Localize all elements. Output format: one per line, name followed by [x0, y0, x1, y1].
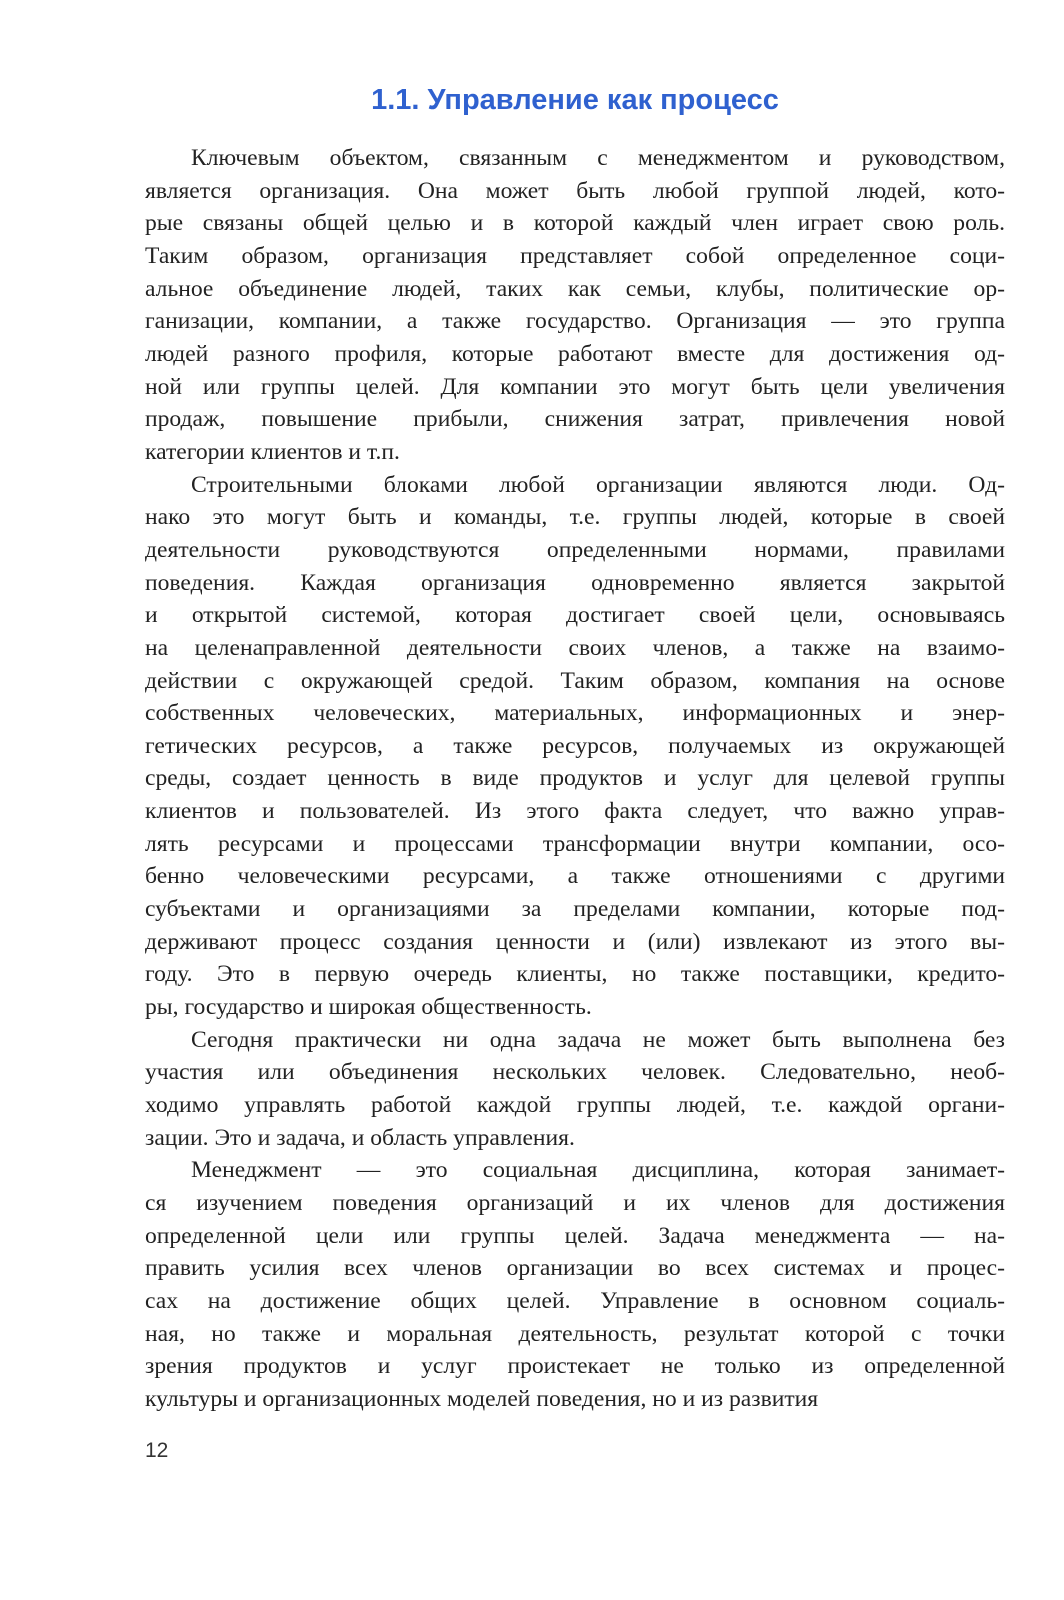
- text-line: среды, создает ценность в виде продуктов и услуг для целевой группы: [145, 765, 1005, 792]
- text-line: ганизации, компании, а также государство. Организация — это группа: [145, 308, 1005, 335]
- paragraph: [145, 469, 1005, 1024]
- text-line: ной или группы целей. Для компании это могут быть цели увеличения: [145, 373, 1005, 400]
- text-line: людей разного профиля, которые работают вместе для достижения од-: [145, 340, 1005, 367]
- text-line: Таким образом, организация представляет собой определенное соци-: [145, 242, 1005, 269]
- text-line: на целенаправленной деятельности своих членов, а также на взаимо-: [145, 634, 1005, 661]
- text-line: действии с окружающей средой. Таким образом, компания на основе: [145, 667, 1005, 694]
- text-line: бенно человеческими ресурсами, а также отношениями с другими: [145, 863, 1005, 890]
- text-line: деятельности руководствуются определенными нормами, правилами: [145, 536, 1005, 563]
- text-line: собственных человеческих, материальных, информационных и энер-: [145, 700, 1005, 727]
- text-line: ся изучением поведения организаций и их членов для достижения: [145, 1190, 1005, 1216]
- text-line: сах на достижение общих целей. Управление в основном социаль-: [145, 1287, 1005, 1314]
- text-line: Менеджмент — это социальная дисциплина, которая занимает-: [191, 1157, 1005, 1184]
- text-line: Строительными блоками любой организации являются люди. Од-: [191, 471, 1005, 498]
- text-line: ная, но также и моральная деятельность, результат которой с точки: [145, 1320, 1005, 1347]
- text-line: участия или объединения нескольких человек. Следовательно, необ-: [145, 1059, 1005, 1086]
- body-text: [145, 142, 1005, 1416]
- text-line: ходимо управлять работой каждой группы людей, т.е. каждой органи-: [145, 1092, 1005, 1119]
- section-heading: 1.1. Управление как процесс: [371, 84, 779, 116]
- paragraph: [145, 142, 1005, 469]
- text-line: поведения. Каждая организация одновременно является закрытой: [145, 569, 1005, 596]
- text-line: нако это могут быть и команды, т.е. группы людей, которые в своей: [145, 504, 1005, 531]
- text-line: ры, государство и широкая общественность.: [145, 994, 592, 1021]
- text-line: гетических ресурсов, а также ресурсов, получаемых из окружающей: [145, 732, 1005, 759]
- text-line: клиентов и пользователей. Из этого факта следует, что важно управ-: [145, 798, 1005, 825]
- text-line: и открытой системой, которая достигает своей цели, основываясь: [145, 602, 1005, 629]
- page-number: 12: [145, 1439, 169, 1462]
- paragraph: [145, 1024, 1005, 1155]
- text-line: определенной цели или группы целей. Задача менеджмента — на-: [145, 1222, 1005, 1249]
- text-line: субъектами и организациями за пределами компании, которые под-: [145, 896, 1005, 923]
- paragraph: [145, 1154, 1005, 1415]
- text-line: держивают процесс создания ценности и (или) извлекают из этого вы-: [145, 928, 1005, 955]
- text-line: альное объединение людей, таких как семьи, клубы, политические ор-: [145, 275, 1005, 302]
- text-line: править усилия всех членов организации во всех системах и процес-: [145, 1255, 1005, 1282]
- text-line: является организация. Она может быть любой группой людей, кото-: [145, 177, 1005, 204]
- text-line: Ключевым объектом, связанным с менеджментом и руководством,: [191, 145, 1005, 171]
- text-line: зрения продуктов и услуг проистекает не только из определенной: [145, 1353, 1005, 1380]
- text-line: зации. Это и задача, и область управления.: [145, 1124, 575, 1151]
- text-line: продаж, повышение прибыли, снижения затрат, привлечения новой: [145, 406, 1005, 433]
- text-line: Сегодня практически ни одна задача не может быть выполнена без: [191, 1026, 1005, 1053]
- text-line: рые связаны общей целью и в которой каждый член играет свою роль.: [145, 210, 1005, 237]
- text-line: культуры и организационных моделей поведения, но и из развития: [145, 1385, 819, 1412]
- text-line: лять ресурсами и процессами трансформации внутри компании, осо-: [145, 830, 1005, 857]
- text-line: категории клиентов и т.п.: [145, 438, 400, 465]
- text-line: году. Это в первую очередь клиенты, но также поставщики, кредито-: [145, 961, 1005, 988]
